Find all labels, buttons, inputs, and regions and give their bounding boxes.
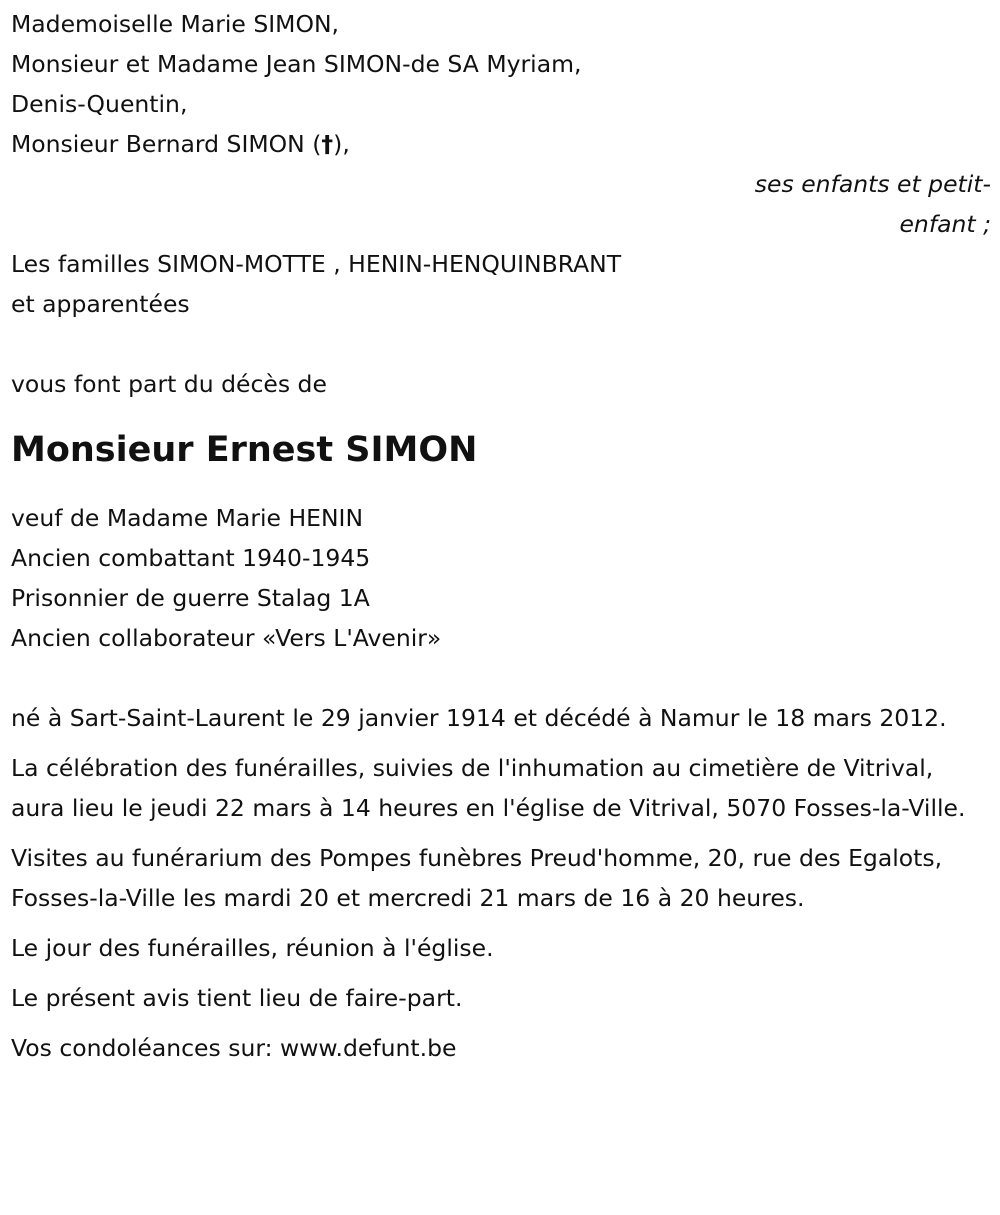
- deceased-name: Monsieur Ernest SIMON: [11, 430, 478, 470]
- spacer: [11, 324, 991, 364]
- relation-line-1: ses enfants et petit-: [754, 170, 991, 198]
- family-line-4-prefix: Monsieur Bernard SIMON (: [11, 130, 322, 158]
- obituary-notice: [11, 4, 991, 1078]
- meeting-paragraph: Le jour des funérailles, réunion à l'église.: [11, 934, 494, 962]
- relation-line-2: enfant ;: [899, 210, 991, 238]
- funeral-paragraph: La célébration des funérailles, suivies de l'inhumation au cimetière de Vitrival, aura lieu le jeudi 22 mars à 14 heures en l'église de Vitrival, 5070 Fosses-la-Ville.: [11, 754, 966, 822]
- family-line-3: Denis-Quentin,: [11, 90, 188, 118]
- detail-line: Ancien collaborateur «Vers L'Avenir»: [11, 624, 442, 652]
- cross-icon: †: [321, 130, 334, 158]
- birth-death-paragraph: né à Sart-Saint-Laurent le 29 janvier 1914 et décédé à Namur le 18 mars 2012.: [11, 704, 947, 732]
- family-line-4: [11, 124, 991, 164]
- visits-paragraph: Visites au funérarium des Pompes funèbres Preud'homme, 20, rue des Egalots, Fosses-la-Ville les mardi 20 et mercredi 21 mars de 16 à 20 heures.: [11, 844, 943, 912]
- family-line-4-suffix: ),: [333, 130, 350, 158]
- family-line-1: Mademoiselle Marie SIMON,: [11, 10, 340, 38]
- detail-line: Prisonnier de guerre Stalag 1A: [11, 584, 370, 612]
- families-line-1: Les familles SIMON-MOTTE , HENIN-HENQUINBRANT: [11, 250, 622, 278]
- families-line-2: et apparentées: [11, 290, 190, 318]
- condolences-paragraph: [11, 1028, 991, 1068]
- announcement-text: vous font part du décès de: [11, 370, 327, 398]
- condolences-link[interactable]: www.defunt.be: [279, 1034, 457, 1062]
- condolences-label: Vos condoléances sur:: [11, 1034, 280, 1062]
- detail-line: Ancien combattant 1940-1945: [11, 544, 371, 572]
- detail-line: veuf de Madame Marie HENIN: [11, 504, 364, 532]
- notice-paragraph: Le présent avis tient lieu de faire-part.: [11, 984, 463, 1012]
- spacer: [11, 658, 991, 698]
- family-line-2: Monsieur et Madame Jean SIMON-de SA Myriam,: [11, 50, 582, 78]
